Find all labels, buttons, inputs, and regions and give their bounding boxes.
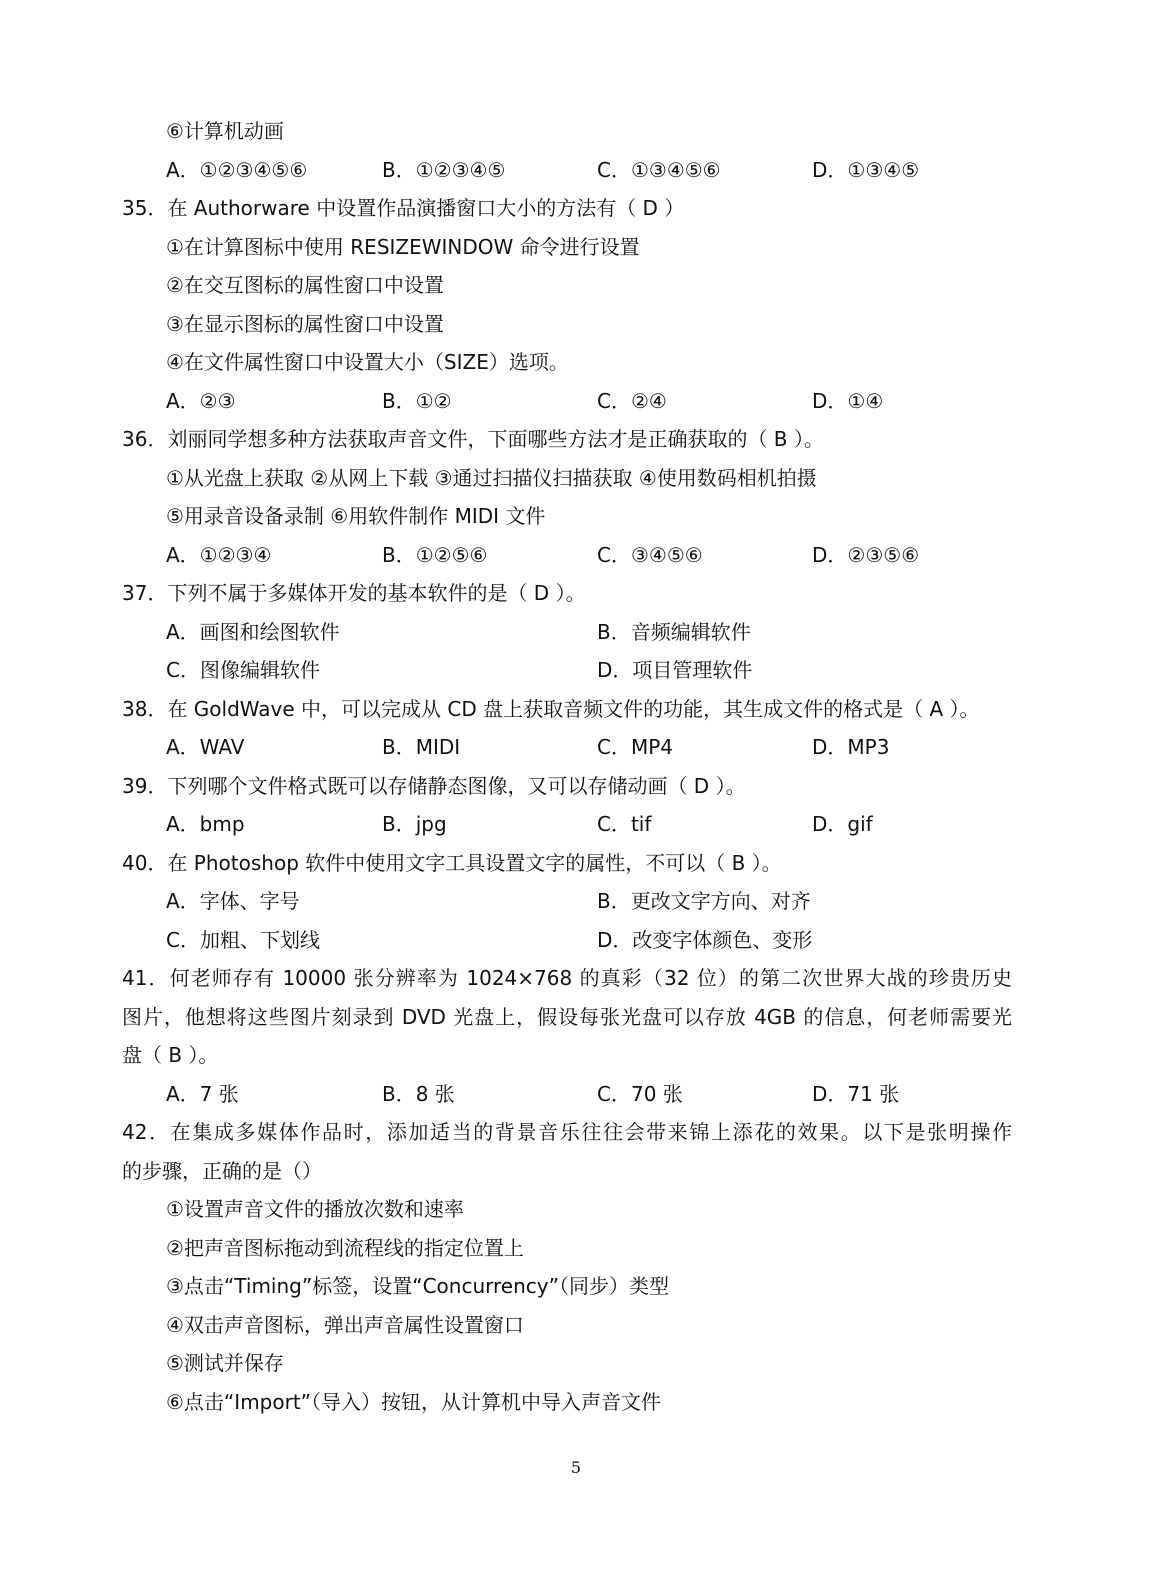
options-row <box>0 151 1152 190</box>
answer-option: A．①②③④ <box>166 542 272 567</box>
sub-item: ③点击“Timing”标签，设置“Concurrency”（同步）类型 <box>166 1274 669 1298</box>
options-row <box>0 382 1152 421</box>
question-text: 38．在 GoldWave 中，可以完成从 CD 盘上获取音频文件的功能，其生成文件的格式是（ A ）。 <box>122 696 980 721</box>
answer-option: B．jpg <box>382 812 447 836</box>
question-text: 41．何老师存有 10000 张分辨率为 1024×768 的真彩（32 位）的第二次世界大战的珍贵历史 <box>122 966 1012 990</box>
answer-option: A．bmp <box>166 812 245 836</box>
answer-option: D．①④ <box>812 388 884 413</box>
answer-option: C．加粗、下划线 <box>166 927 320 952</box>
answer-option: B．①②③④⑤ <box>382 157 506 182</box>
answer-option: A．画图和绘图软件 <box>166 619 340 644</box>
sub-item: ④双击声音图标，弹出声音属性设置窗口 <box>166 1312 524 1337</box>
answer-option: D．71 张 <box>812 1081 900 1106</box>
question-text: 39．下列哪个文件格式既可以存储静态图像，又可以存储动画（ D ）。 <box>122 773 746 798</box>
answer-option: C．③④⑤⑥ <box>597 542 703 567</box>
question-text: 图片，他想将这些图片刻录到 DVD 光盘上，假设每张光盘可以存放 4GB 的信息，何老师需要光 <box>122 1004 1012 1029</box>
sub-item: ③在显示图标的属性窗口中设置 <box>166 311 444 336</box>
options-row <box>0 1075 1152 1114</box>
sub-item: ②把声音图标拖动到流程线的指定位置上 <box>166 1235 524 1260</box>
question-text: 40．在 Photoshop 软件中使用文字工具设置文字的属性，不可以（ B ）。 <box>122 850 782 875</box>
question-text: 42．在集成多媒体作品时，添加适当的背景音乐往往会带来锦上添花的效果。以下是张明操作 <box>122 1120 1012 1144</box>
answer-option: D．改变字体颜色、变形 <box>597 927 813 952</box>
sub-item: ⑤用录音设备录制 ⑥用软件制作 MIDI 文件 <box>166 504 546 528</box>
question-text: 37．下列不属于多媒体开发的基本软件的是（ D ）。 <box>122 581 586 605</box>
answer-option: A．WAV <box>166 735 245 759</box>
options-row <box>0 882 1152 921</box>
answer-option: D．gif <box>812 812 873 836</box>
sub-item: ①在计算图标中使用 RESIZEWINDOW 命令进行设置 <box>166 234 640 259</box>
sub-item: ⑥点击“Import”（导入）按钮，从计算机中导入声音文件 <box>166 1389 662 1414</box>
answer-option: C．图像编辑软件 <box>166 658 320 682</box>
answer-option: A．字体、字号 <box>166 889 300 913</box>
options-row <box>0 921 1152 960</box>
answer-option: D．①③④⑤ <box>812 157 920 182</box>
question-text: 36．刘丽同学想多种方法获取声音文件，下面哪些方法才是正确获取的（ B ）。 <box>122 427 824 451</box>
sub-item: ①从光盘上获取 ②从网上下载 ③通过扫描仪扫描获取 ④使用数码相机拍摄 <box>166 465 817 490</box>
options-row <box>0 651 1152 690</box>
answer-option: B．8 张 <box>382 1081 455 1106</box>
options-row <box>0 728 1152 767</box>
answer-option: C．tif <box>597 812 652 836</box>
answer-option: A．②③ <box>166 388 236 413</box>
answer-option: A．①②③④⑤⑥ <box>166 157 308 182</box>
answer-option: D．项目管理软件 <box>597 658 753 682</box>
sub-item: ②在交互图标的属性窗口中设置 <box>166 273 444 297</box>
options-row <box>0 805 1152 844</box>
answer-option: A．7 张 <box>166 1081 239 1106</box>
options-row <box>0 613 1152 652</box>
sub-item: ⑤测试并保存 <box>166 1351 284 1375</box>
answer-option: B．音频编辑软件 <box>597 619 751 644</box>
sub-item: ①设置声音文件的播放次数和速率 <box>166 1197 464 1221</box>
answer-option: C．②④ <box>597 388 667 413</box>
answer-option: B．①② <box>382 388 452 413</box>
question-text: 盘（ B ）。 <box>122 1043 219 1067</box>
answer-option: D．MP3 <box>812 735 890 759</box>
sub-item: ⑥计算机动画 <box>166 119 284 143</box>
answer-option: B．①②⑤⑥ <box>382 542 488 567</box>
sub-item: ④在文件属性窗口中设置大小（SIZE）选项。 <box>166 350 569 374</box>
exam-page-content <box>0 112 1152 1421</box>
question-text: 35．在 Authorware 中设置作品演播窗口大小的方法有（ D ） <box>122 196 685 220</box>
answer-option: C．70 张 <box>597 1081 683 1106</box>
answer-option: C．①③④⑤⑥ <box>597 157 721 182</box>
page-number: 5 <box>570 1458 582 1477</box>
answer-option: B．MIDI <box>382 735 461 759</box>
answer-option: D．②③⑤⑥ <box>812 542 920 567</box>
question-text: 的步骤，正确的是（） <box>122 1158 322 1183</box>
options-row <box>0 536 1152 575</box>
answer-option: B．更改文字方向、对齐 <box>597 889 811 913</box>
answer-option: C．MP4 <box>597 735 674 759</box>
